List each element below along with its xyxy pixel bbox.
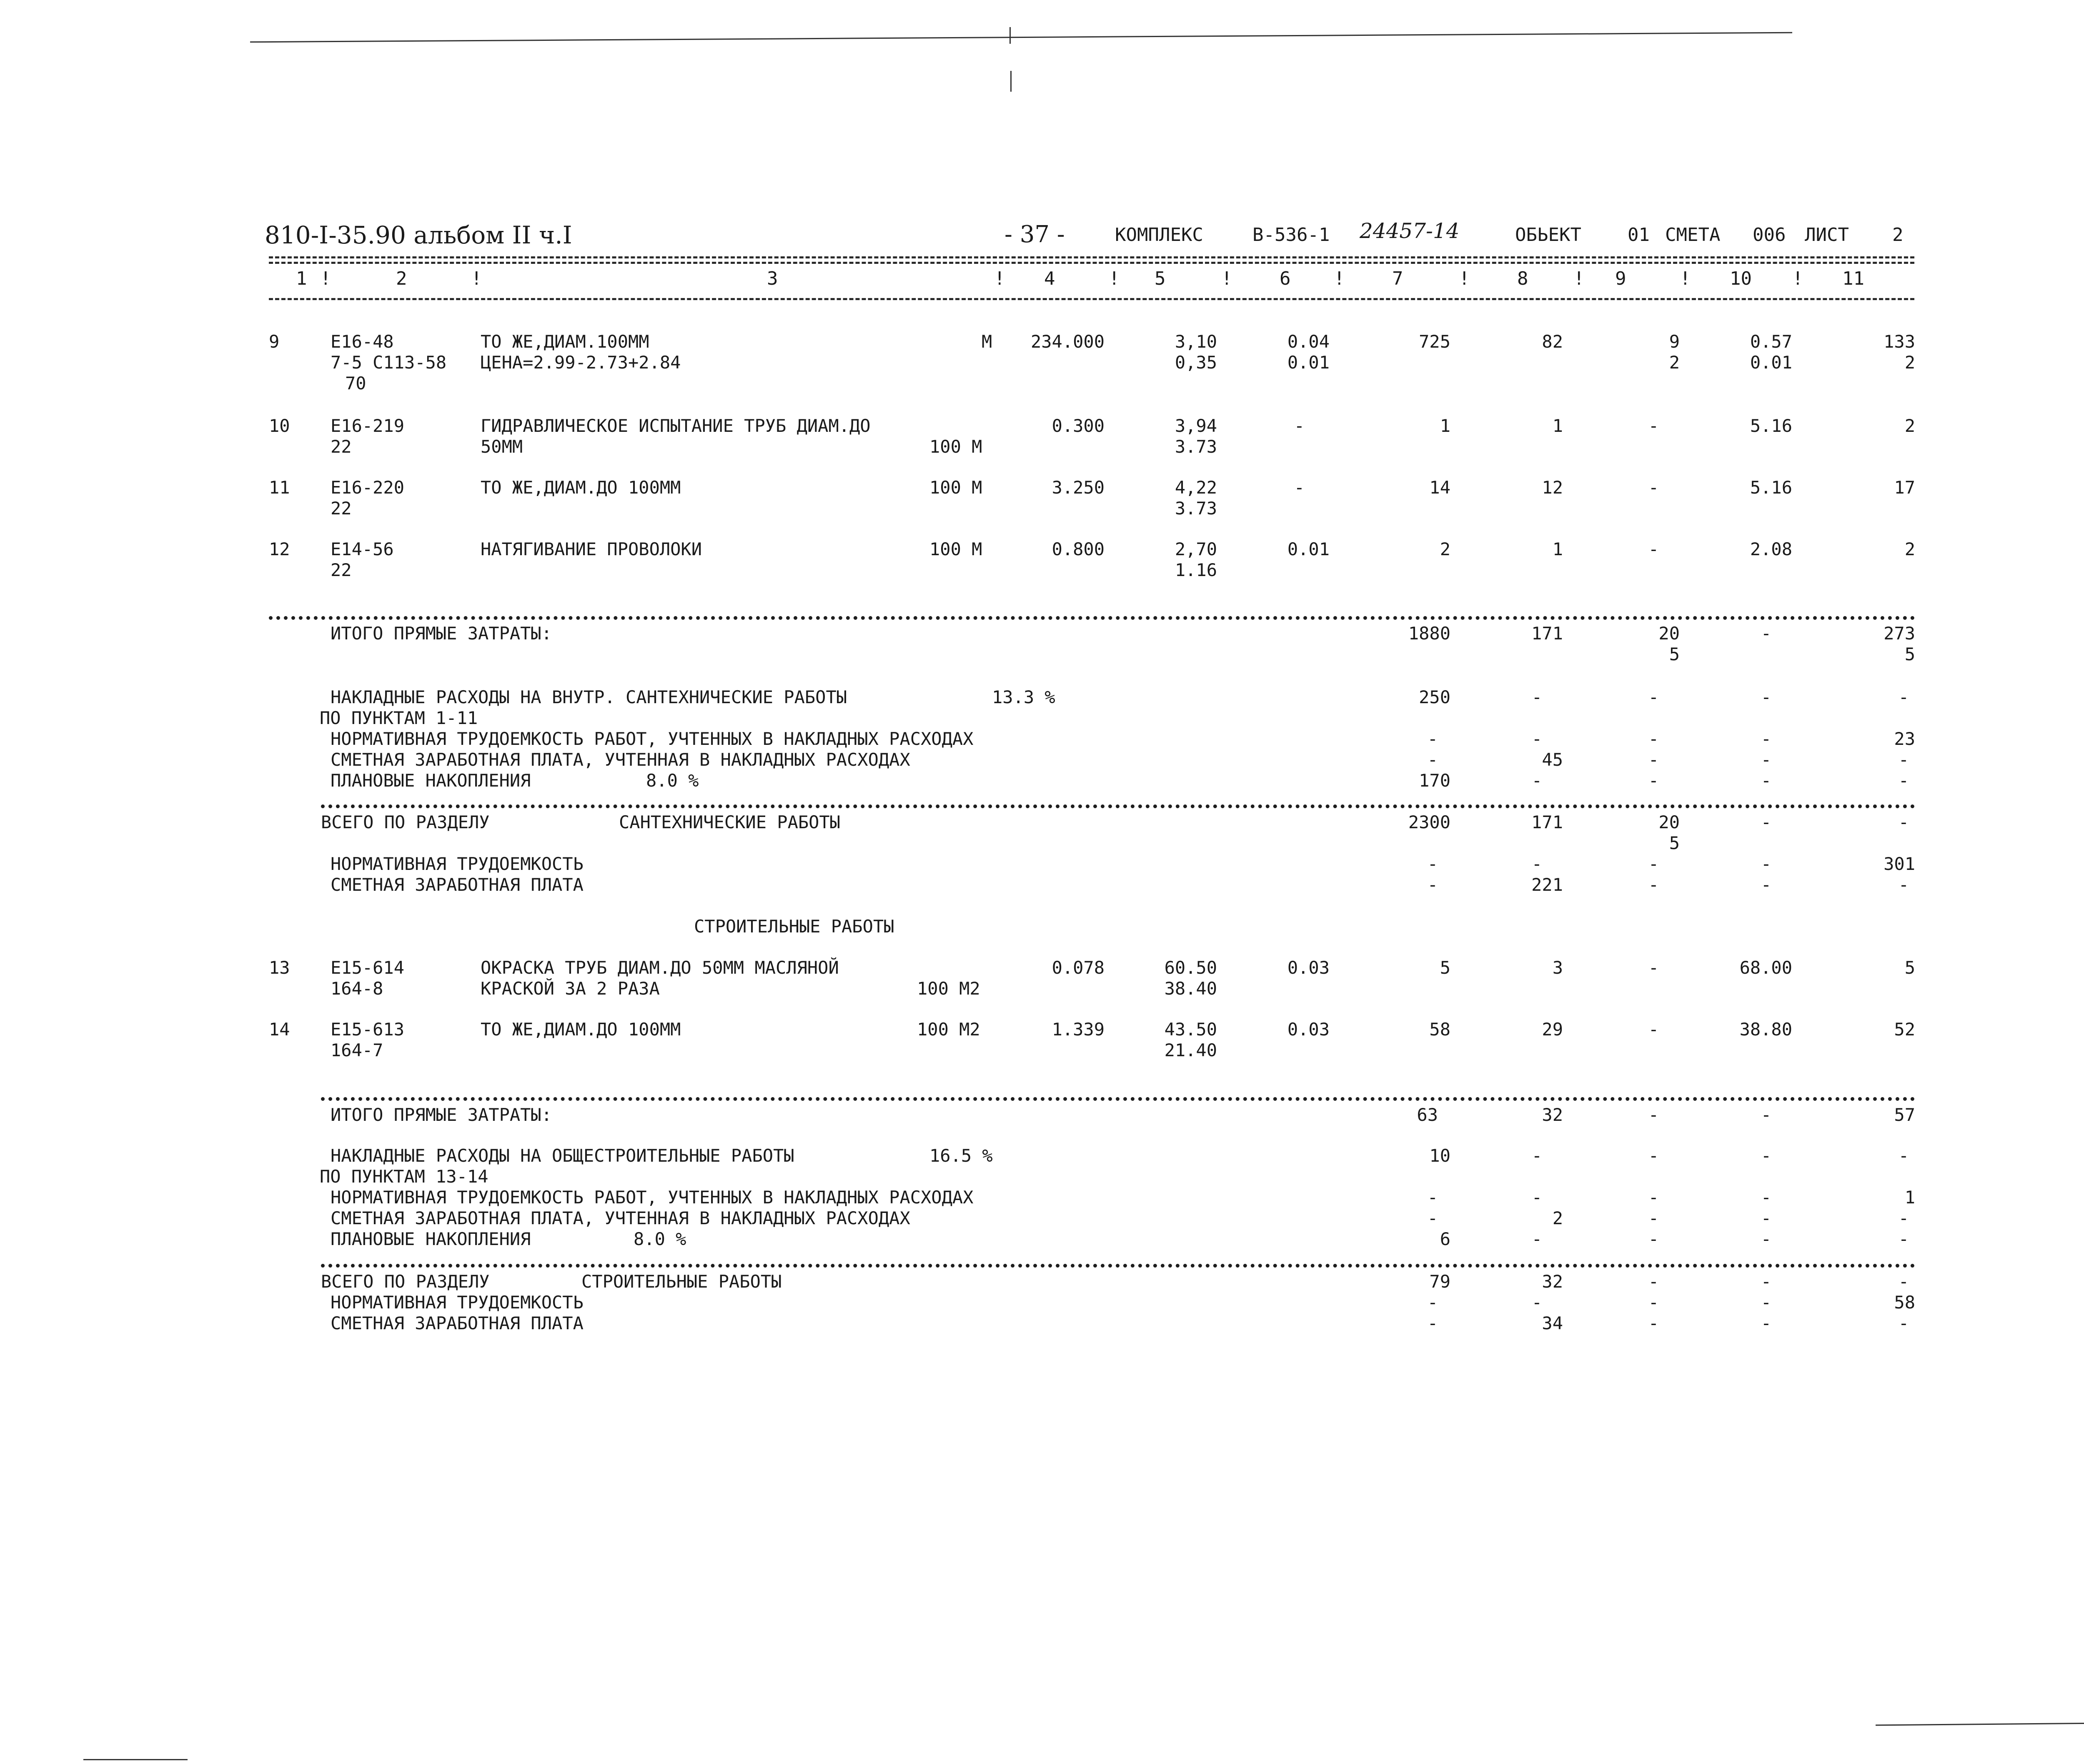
row-c8: 3	[1552, 957, 1563, 978]
row-c11: 5	[1904, 957, 1915, 978]
section-total-c11: -	[1898, 812, 1909, 832]
row-c8: 1	[1552, 416, 1563, 436]
row-code: 22	[331, 498, 352, 519]
row-unit: 100 М2	[917, 978, 980, 999]
col-num-1: 1	[296, 268, 307, 289]
row-c8: 29	[1542, 1019, 1563, 1040]
planned-c10: -	[1761, 1229, 1771, 1249]
col-num-6: 6	[1280, 268, 1291, 289]
row-c6: -	[1294, 416, 1305, 436]
norm-labor-c9: -	[1648, 1292, 1659, 1313]
col-num-10: 10	[1730, 268, 1752, 289]
scan-bottom-right-line	[1876, 1723, 2084, 1726]
row-c10: 0.01	[1750, 352, 1792, 373]
row-c6: 0.03	[1287, 1019, 1330, 1040]
total-direct-c8: 32	[1542, 1105, 1563, 1125]
row-number: 12	[269, 539, 290, 559]
planned-c9: -	[1648, 1229, 1659, 1249]
row-unit: 100 М	[929, 436, 982, 457]
norm-labor-c11: 58	[1894, 1292, 1915, 1313]
col-num-5: 5	[1155, 268, 1166, 289]
planned-c7: 6	[1440, 1229, 1450, 1249]
row-c11: 17	[1894, 477, 1915, 498]
row-number: 13	[269, 957, 290, 978]
row-c5: 0,35	[1175, 352, 1217, 373]
section-total-c11: -	[1898, 1271, 1909, 1292]
total-direct-c10: -	[1761, 1105, 1771, 1125]
header-rule-mid	[269, 262, 1914, 264]
total-direct-c9: -	[1648, 1105, 1659, 1125]
row-code: 70	[345, 373, 366, 393]
col-sep: !	[994, 268, 1005, 289]
row-description: ТО ЖЕ,ДИАМ.100ММ	[481, 331, 649, 352]
total-direct-c11: 273	[1884, 623, 1915, 644]
row-code: Е15-614	[331, 957, 405, 978]
planned-c11: -	[1898, 770, 1909, 791]
col-sep: !	[1680, 268, 1691, 289]
col-sep: !	[1573, 268, 1585, 289]
norm-labor-c11: 301	[1884, 854, 1915, 874]
row-c6: -	[1294, 477, 1305, 498]
section-total-label: ВСЕГО ПО РАЗДЕЛУ	[321, 812, 490, 832]
row-c6: 0.04	[1287, 331, 1330, 352]
norm-labor-c8: -	[1531, 1292, 1542, 1313]
total-direct-label: ИТОГО ПРЯМЫЕ ЗАТРАТЫ:	[331, 623, 552, 644]
planned-c11: -	[1898, 1229, 1909, 1249]
section-total-c8: 171	[1531, 812, 1563, 832]
norm-labor-overhead-c10: -	[1761, 729, 1771, 749]
section-total-c10: -	[1761, 1271, 1771, 1292]
sheet-value: 2	[1892, 224, 1904, 246]
row-c9: -	[1648, 477, 1659, 498]
wage-overhead-c10: -	[1761, 1208, 1771, 1228]
total-direct-c10: -	[1761, 623, 1771, 644]
section-total-c7: 2300	[1408, 812, 1450, 832]
row-description: ГИДРАВЛИЧЕСКОЕ ИСПЫТАНИЕ ТРУБ ДИАМ.ДО	[481, 416, 871, 436]
wage-c8: 221	[1531, 874, 1563, 895]
row-c9: -	[1648, 539, 1659, 559]
handwritten-note: 24457-14	[1360, 219, 1460, 243]
row-c6: 0.03	[1287, 957, 1330, 978]
row-description: 50ММ	[481, 436, 523, 457]
section-total-c9: -	[1648, 1271, 1659, 1292]
row-code: 22	[331, 436, 352, 457]
wage-overhead-c7: -	[1427, 1208, 1438, 1228]
estimate-label: СМЕТА	[1665, 224, 1721, 246]
row-c5: 4,22	[1175, 477, 1217, 498]
row-c8: 12	[1542, 477, 1563, 498]
overhead-c10: -	[1761, 687, 1771, 707]
complex-label: КОМПЛЕКС	[1115, 224, 1203, 246]
row-c9: -	[1648, 1019, 1659, 1040]
norm-labor-label: НОРМАТИВНАЯ ТРУДОЕМКОСТЬ	[331, 1292, 584, 1313]
row-quantity: 0.800	[1052, 539, 1105, 559]
wage-overhead-c11: -	[1898, 1208, 1909, 1228]
row-quantity: 234.000	[1030, 331, 1105, 352]
row-c10: 5.16	[1750, 416, 1792, 436]
header-rule-bottom	[269, 298, 1914, 300]
row-quantity: 3.250	[1052, 477, 1105, 498]
overhead-c11: -	[1898, 687, 1909, 707]
row-c7: 58	[1429, 1019, 1450, 1040]
row-c5: 2,70	[1175, 539, 1217, 559]
row-c6: 0.01	[1287, 539, 1330, 559]
planned-label: ПЛАНОВЫЕ НАКОПЛЕНИЯ	[331, 770, 531, 791]
row-description: ОКРАСКА ТРУБ ДИАМ.ДО 50ММ МАСЛЯНОЙ	[481, 957, 839, 978]
row-quantity: 0.300	[1052, 416, 1105, 436]
overhead-label: НАКЛАДНЫЕ РАСХОДЫ НА ВНУТР. САНТЕХНИЧЕСКИЕ РАБОТЫ	[331, 687, 847, 707]
row-unit: 100 М	[929, 539, 982, 559]
total-direct-c7: 63	[1417, 1105, 1438, 1125]
overhead-c8: -	[1531, 687, 1542, 707]
row-c10: 68.00	[1739, 957, 1792, 978]
total-direct-c11: 5	[1904, 644, 1915, 664]
row-c11: 2	[1904, 352, 1915, 373]
wage-overhead-c8: 45	[1542, 749, 1563, 770]
norm-labor-overhead-c9: -	[1648, 1187, 1659, 1208]
row-c5: 3.73	[1175, 498, 1217, 519]
wage-overhead-c8: 2	[1552, 1208, 1563, 1228]
planned-percent: 8.0 %	[634, 1229, 686, 1249]
col-sep: !	[1459, 268, 1470, 289]
row-c7: 14	[1429, 477, 1450, 498]
planned-c7: 170	[1419, 770, 1450, 791]
row-c11: 133	[1884, 331, 1915, 352]
norm-labor-overhead-c9: -	[1648, 729, 1659, 749]
row-code: Е15-613	[331, 1019, 405, 1040]
wage-label: СМЕТНАЯ ЗАРАБОТНАЯ ПЛАТА	[331, 1313, 584, 1333]
row-code: 7-5 С113-58	[331, 352, 447, 373]
row-c10: 38.80	[1739, 1019, 1792, 1040]
wage-c11: -	[1898, 874, 1909, 895]
section-total-c10: -	[1761, 812, 1771, 832]
norm-labor-overhead-c7: -	[1427, 1187, 1438, 1208]
section-total-c9: 20	[1658, 812, 1680, 832]
estimate-value: 006	[1753, 224, 1786, 246]
col-num-4: 4	[1044, 268, 1055, 289]
col-sep: !	[471, 268, 482, 289]
row-c5: 43.50	[1164, 1019, 1217, 1040]
norm-labor-overhead-c11: 1	[1904, 1187, 1915, 1208]
header-rule-top	[269, 256, 1914, 258]
row-code: 164-7	[331, 1040, 383, 1060]
row-unit: 100 М	[929, 477, 982, 498]
separator-dotted	[321, 1264, 1915, 1268]
document-reference: 810-I-35.90 альбом II ч.I	[265, 221, 572, 249]
col-num-7: 7	[1392, 268, 1403, 289]
row-c10: 5.16	[1750, 477, 1792, 498]
col-sep: !	[320, 268, 331, 289]
row-c9: 2	[1669, 352, 1680, 373]
row-number: 14	[269, 1019, 290, 1040]
row-code: 22	[331, 560, 352, 580]
col-num-3: 3	[767, 268, 778, 289]
scan-bottom-left-line	[83, 1759, 188, 1760]
row-c9: -	[1648, 957, 1659, 978]
total-direct-label: ИТОГО ПРЯМЫЕ ЗАТРАТЫ:	[331, 1105, 552, 1125]
row-c8: 1	[1552, 539, 1563, 559]
total-direct-c8: 171	[1531, 623, 1563, 644]
overhead-items: ПО ПУНКТАМ 13-14	[320, 1166, 488, 1187]
col-num-8: 8	[1517, 268, 1528, 289]
row-c11: 2	[1904, 416, 1915, 436]
norm-labor-label: НОРМАТИВНАЯ ТРУДОЕМКОСТЬ	[331, 854, 584, 874]
row-c11: 52	[1894, 1019, 1915, 1040]
row-c5: 3,94	[1175, 416, 1217, 436]
separator-dotted	[269, 616, 1915, 620]
section-total-label: ВСЕГО ПО РАЗДЕЛУ	[321, 1271, 490, 1292]
wage-c10: -	[1761, 1313, 1771, 1333]
wage-c7: -	[1427, 1313, 1438, 1333]
wage-overhead-label: СМЕТНАЯ ЗАРАБОТНАЯ ПЛАТА, УЧТЕННАЯ В НАКЛАДНЫХ РАСХОДАХ	[331, 1208, 910, 1228]
row-c5: 3.73	[1175, 436, 1217, 457]
row-code: Е16-48	[331, 331, 394, 352]
scan-tick-mark	[1009, 27, 1011, 44]
page-number: - 37 -	[1004, 221, 1065, 248]
col-sep: !	[1109, 268, 1120, 289]
total-direct-c7: 1880	[1408, 623, 1450, 644]
row-c8: 82	[1542, 331, 1563, 352]
norm-labor-overhead-label: НОРМАТИВНАЯ ТРУДОЕМКОСТЬ РАБОТ, УЧТЕННЫХ В НАКЛАДНЫХ РАСХОДАХ	[331, 729, 974, 749]
row-c7: 1	[1440, 416, 1450, 436]
col-sep: !	[1221, 268, 1232, 289]
row-c7: 5	[1440, 957, 1450, 978]
wage-c7: -	[1427, 874, 1438, 895]
planned-c8: -	[1531, 770, 1542, 791]
row-c9: 9	[1669, 331, 1680, 352]
section-total-c8: 32	[1542, 1271, 1563, 1292]
section-total-c9: 5	[1669, 833, 1680, 853]
wage-c11: -	[1898, 1313, 1909, 1333]
overhead-c7: 10	[1429, 1145, 1450, 1166]
planned-c9: -	[1648, 770, 1659, 791]
scan-tick-mark-2	[1010, 71, 1012, 92]
row-description: КРАСКОЙ ЗА 2 РАЗА	[481, 978, 660, 999]
norm-labor-overhead-c10: -	[1761, 1187, 1771, 1208]
row-c11: 2	[1904, 539, 1915, 559]
norm-labor-overhead-c11: 23	[1894, 729, 1915, 749]
sheet-label: ЛИСТ	[1805, 224, 1849, 246]
planned-c10: -	[1761, 770, 1771, 791]
total-direct-c9: 20	[1658, 623, 1680, 644]
row-number: 10	[269, 416, 290, 436]
planned-percent: 8.0 %	[646, 770, 699, 791]
complex-value: В-536-1	[1252, 224, 1330, 246]
norm-labor-overhead-label: НОРМАТИВНАЯ ТРУДОЕМКОСТЬ РАБОТ, УЧТЕННЫХ В НАКЛАДНЫХ РАСХОДАХ	[331, 1187, 974, 1208]
planned-c8: -	[1531, 1229, 1542, 1249]
object-label: ОБЬЕКТ	[1515, 224, 1581, 246]
col-sep: !	[1334, 268, 1345, 289]
norm-labor-overhead-c8: -	[1531, 1187, 1542, 1208]
row-c5: 21.40	[1164, 1040, 1217, 1060]
norm-labor-c7: -	[1427, 1292, 1438, 1313]
overhead-percent: 13.3 %	[992, 687, 1055, 707]
row-quantity: 1.339	[1052, 1019, 1105, 1040]
col-sep: !	[1792, 268, 1803, 289]
row-c9: -	[1648, 416, 1659, 436]
separator-dotted	[321, 804, 1915, 808]
section-total-c7: 79	[1429, 1271, 1450, 1292]
overhead-c11: -	[1898, 1145, 1909, 1166]
wage-overhead-c7: -	[1427, 749, 1438, 770]
row-description: ТО ЖЕ,ДИАМ.ДО 100ММ	[481, 477, 681, 498]
row-c5: 3,10	[1175, 331, 1217, 352]
wage-c10: -	[1761, 874, 1771, 895]
overhead-c9: -	[1648, 1145, 1659, 1166]
row-c10: 0.57	[1750, 331, 1792, 352]
col-num-11: 11	[1842, 268, 1864, 289]
row-c7: 725	[1419, 331, 1450, 352]
row-description: НАТЯГИВАНИЕ ПРОВОЛОКИ	[481, 539, 702, 559]
row-code: Е14-56	[331, 539, 394, 559]
scan-top-line	[250, 32, 1792, 43]
wage-c9: -	[1648, 874, 1659, 895]
wage-c8: 34	[1542, 1313, 1563, 1333]
total-direct-c9: 5	[1669, 644, 1680, 664]
object-value: 01	[1628, 224, 1650, 246]
separator-dotted	[321, 1097, 1915, 1101]
row-c7: 2	[1440, 539, 1450, 559]
row-c5: 1.16	[1175, 560, 1217, 580]
overhead-c10: -	[1761, 1145, 1771, 1166]
row-code: Е16-219	[331, 416, 405, 436]
row-c6: 0.01	[1287, 352, 1330, 373]
row-c5: 38.40	[1164, 978, 1217, 999]
col-num-9: 9	[1615, 268, 1626, 289]
column-number-row	[0, 268, 2084, 293]
norm-labor-overhead-c7: -	[1427, 729, 1438, 749]
wage-overhead-c9: -	[1648, 749, 1659, 770]
total-direct-c11: 57	[1894, 1105, 1915, 1125]
planned-label: ПЛАНОВЫЕ НАКОПЛЕНИЯ	[331, 1229, 531, 1249]
row-number: 9	[269, 331, 280, 352]
overhead-items: ПО ПУНКТАМ 1-11	[320, 708, 478, 728]
row-unit: М	[982, 331, 992, 352]
norm-labor-c10: -	[1761, 1292, 1771, 1313]
norm-labor-c10: -	[1761, 854, 1771, 874]
row-code: 164-8	[331, 978, 383, 999]
overhead-c9: -	[1648, 687, 1659, 707]
wage-overhead-c9: -	[1648, 1208, 1659, 1228]
overhead-c7: 250	[1419, 687, 1450, 707]
norm-labor-overhead-c8: -	[1531, 729, 1542, 749]
row-c10: 2.08	[1750, 539, 1792, 559]
norm-labor-c7: -	[1427, 854, 1438, 874]
wage-label: СМЕТНАЯ ЗАРАБОТНАЯ ПЛАТА	[331, 874, 584, 895]
row-quantity: 0.078	[1052, 957, 1105, 978]
overhead-label: НАКЛАДНЫЕ РАСХОДЫ НА ОБЩЕСТРОИТЕЛЬНЫЕ РАБОТЫ	[331, 1145, 794, 1166]
row-description: ТО ЖЕ,ДИАМ.ДО 100ММ	[481, 1019, 681, 1040]
wage-overhead-label: СМЕТНАЯ ЗАРАБОТНАЯ ПЛАТА, УЧТЕННАЯ В НАКЛАДНЫХ РАСХОДАХ	[331, 749, 910, 770]
wage-overhead-c10: -	[1761, 749, 1771, 770]
row-number: 11	[269, 477, 290, 498]
section-total-name: СТРОИТЕЛЬНЫЕ РАБОТЫ	[581, 1271, 782, 1292]
row-unit: 100 М2	[917, 1019, 980, 1040]
norm-labor-c9: -	[1648, 854, 1659, 874]
overhead-c8: -	[1531, 1145, 1542, 1166]
section-title: СТРОИТЕЛЬНЫЕ РАБОТЫ	[694, 916, 894, 937]
wage-overhead-c11: -	[1898, 749, 1909, 770]
row-c5: 60.50	[1164, 957, 1217, 978]
overhead-percent: 16.5 %	[929, 1145, 993, 1166]
norm-labor-c8: -	[1531, 854, 1542, 874]
wage-c9: -	[1648, 1313, 1659, 1333]
row-code: Е16-220	[331, 477, 405, 498]
col-num-2: 2	[396, 268, 407, 289]
row-description: ЦЕНА=2.99-2.73+2.84	[481, 352, 681, 373]
section-total-name: САНТЕХНИЧЕСКИЕ РАБОТЫ	[619, 812, 841, 832]
